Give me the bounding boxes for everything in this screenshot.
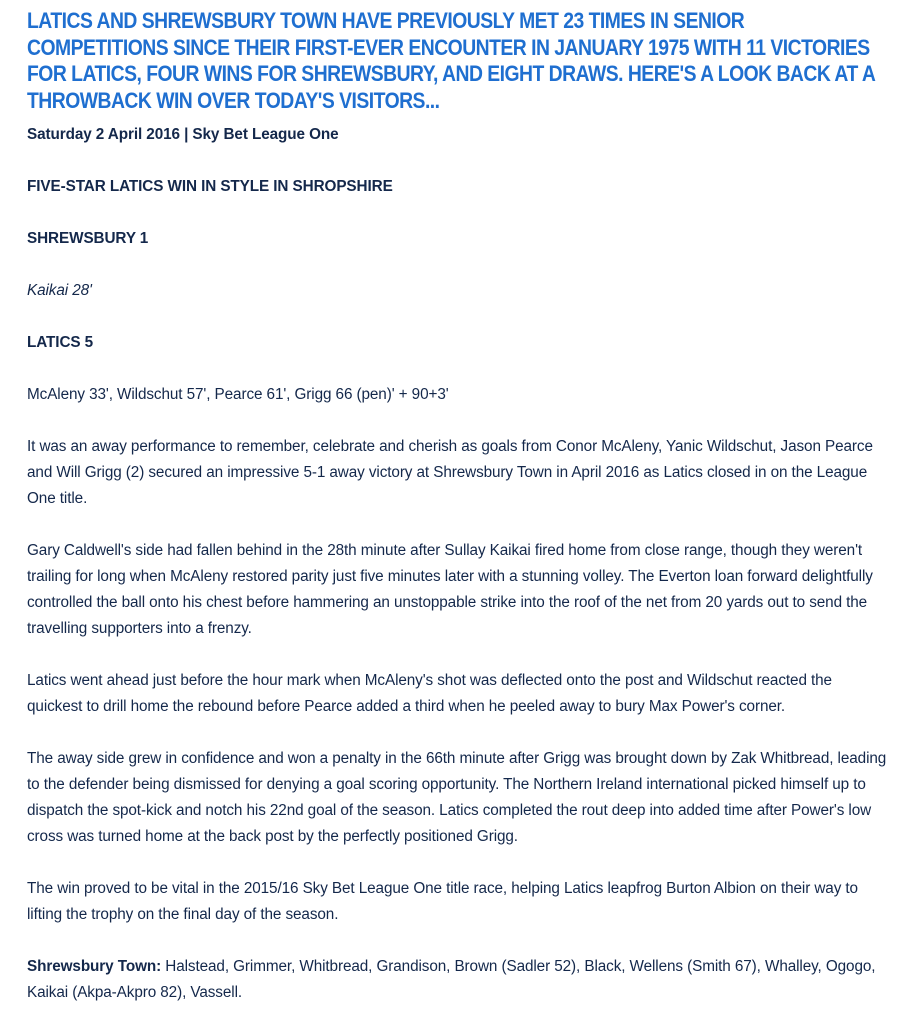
body-paragraph: The away side grew in confidence and won a penalty in the 66th minute after Grigg was brought down by Zak Whitbread, leading to the defender being dismissed for denying a goal scoring opportunity. The Northern Ireland international picked himself up to dispatch the spot-kick and notch his 22nd goal of the season. Latics completed the rout deep into added time after Power's low cross was turned home at the back post by the perfectly positioned Grigg. [27,750,887,845]
home-score-line: SHREWSBURY 1 [27,230,149,247]
away-scorers: McAleny 33', Wildschut 57', Pearce 61', Grigg 66 (pen)' + 90+3' [27,386,449,403]
article [27,8,887,1006]
body-paragraph: It was an away performance to remember, celebrate and cherish as goals from Conor McAleny, Yanic Wildschut, Jason Pearce and Will Grigg (2) secured an impressive 5-1 away victory at Shrewsbury Town in April 2016 as Latics closed in on the League One title. [27,438,873,507]
body-paragraph: Latics went ahead just before the hour mark when McAleny's shot was deflected onto the post and Wildschut reacted the quickest to drill home the rebound before Pearce added a third when he peeled away to bury Max Power's corner. [27,672,832,715]
home-scorers: Kaikai 28' [27,282,92,299]
article-headline: LATICS AND SHREWSBURY TOWN HAVE PREVIOUSLY MET 23 TIMES IN SENIOR COMPETITIONS SINCE THEIR FIRST-EVER ENCOUNTER IN JANUARY 1975 WITH 11 VICTORIES FOR LATICS, FOUR WINS FOR SHREWSBURY, AND EIGHT DRAWS. HERE'S A LOOK BACK AT A THROWBACK WIN OVER TODAY'S VISITORS... [27,8,875,113]
body-paragraph: The win proved to be vital in the 2015/16 Sky Bet League One title race, helping Latics leapfrog Burton Albion on their way to lifting the trophy on the final day of the season. [27,880,858,923]
body-paragraph: Gary Caldwell's side had fallen behind in the 28th minute after Sullay Kaikai fired home from close range, though they weren't trailing for long when McAleny restored parity just five minutes later with a stunning volley. The Everton loan forward delightfully controlled the ball onto his chest before hammering an unstoppable strike into the roof of the net from 20 yards out to send the travelling supporters into a frenzy. [27,542,873,637]
article-subheading: FIVE-STAR LATICS WIN IN STYLE IN SHROPSHIRE [27,178,393,195]
lineup-team-label: Shrewsbury Town: [27,958,162,975]
away-score-line: LATICS 5 [27,334,94,351]
match-date: Saturday 2 April 2016 | Sky Bet League One [27,126,339,143]
team-lineup [27,954,887,1006]
lineup-players: Halstead, Grimmer, Whitbread, Grandison, Brown (Sadler 52), Black, Wellens (Smith 67), Whalley, Ogogo, Kaikai (Akpa-Akpro 82), Vassell. [27,958,876,1001]
